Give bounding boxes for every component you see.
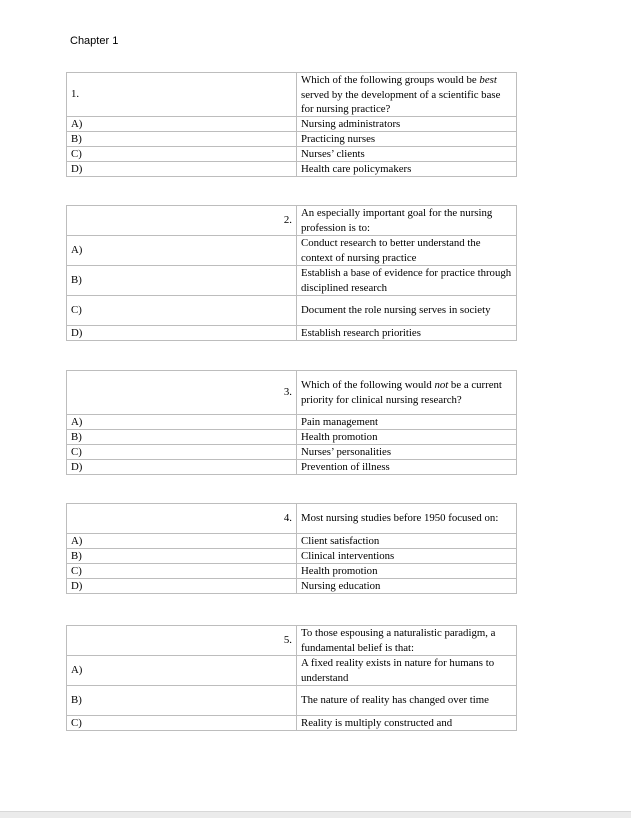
question-text: To those espousing a naturalistic paradigm, a fundamental belief is that: [301, 627, 496, 654]
option-text-cell [297, 564, 517, 579]
option-label-cell [67, 579, 297, 594]
option-text-cell [297, 415, 517, 430]
option-text-cell [297, 266, 517, 296]
question-number-cell [67, 73, 297, 117]
question-text: An especially important goal for the nursing profession is to: [301, 207, 493, 234]
question-row [67, 504, 517, 534]
chapter-heading: Chapter 1 [70, 35, 119, 47]
option-text-cell [297, 132, 517, 147]
option-label: B) [71, 550, 82, 562]
option-text: Prevention of illness [301, 461, 390, 473]
option-label: B) [71, 274, 82, 287]
question-row [67, 206, 517, 236]
question-table-3 [66, 370, 517, 475]
option-text: A fixed reality exists in nature for humans to understand [301, 657, 495, 684]
question-text-cell [297, 504, 517, 534]
option-label-cell [67, 656, 297, 686]
option-text-cell [297, 460, 517, 475]
option-row [67, 132, 517, 147]
question-table-1 [66, 72, 517, 177]
option-text-cell [297, 147, 517, 162]
question-number: 4. [283, 512, 292, 525]
option-label: B) [71, 431, 82, 443]
option-text: Establish a base of evidence for practice through disciplined research [301, 267, 512, 294]
option-label-cell [67, 430, 297, 445]
question-text-cell [297, 626, 517, 656]
option-label-cell [67, 266, 297, 296]
option-text-cell [297, 162, 517, 177]
option-row [67, 564, 517, 579]
option-row [67, 579, 517, 594]
option-label-cell [67, 162, 297, 177]
option-text-cell [297, 716, 517, 731]
option-text: Client satisfaction [301, 535, 380, 547]
option-label: A) [71, 416, 83, 428]
question-table-4 [66, 503, 517, 594]
question-number: 2. [283, 214, 292, 227]
option-label: D) [71, 580, 83, 592]
option-label: C) [71, 304, 82, 317]
option-text-cell [297, 445, 517, 460]
question-number-cell [67, 206, 297, 236]
option-label-cell [67, 716, 297, 731]
option-label-cell [67, 564, 297, 579]
option-label-cell [67, 549, 297, 564]
option-text-cell [297, 656, 517, 686]
question-number: 3. [283, 386, 292, 399]
option-row [67, 326, 517, 341]
question-text-cell [297, 73, 517, 117]
question-text-cell [297, 371, 517, 415]
option-label: B) [71, 694, 82, 707]
option-text: Clinical interventions [301, 550, 395, 562]
option-text: Practicing nurses [301, 133, 376, 145]
option-text: Nurses’ personalities [301, 446, 392, 458]
option-text-cell [297, 686, 517, 716]
question-row [67, 371, 517, 415]
option-label: A) [71, 244, 83, 257]
option-label: C) [71, 717, 82, 729]
option-row [67, 162, 517, 177]
question-table-5 [66, 625, 517, 731]
option-text: Reality is multiply constructed and [301, 717, 453, 729]
option-text: Health promotion [301, 431, 378, 443]
option-text-cell [297, 549, 517, 564]
option-text: The nature of reality has changed over time [301, 694, 489, 707]
option-text-cell [297, 579, 517, 594]
option-text: Nurses’ clients [301, 148, 365, 160]
option-text-cell [297, 236, 517, 266]
option-label: D) [71, 163, 83, 175]
question-number-cell [67, 371, 297, 415]
option-row [67, 656, 517, 686]
question-number-cell [67, 626, 297, 656]
option-label: D) [71, 461, 83, 473]
option-label-cell [67, 686, 297, 716]
option-text-cell [297, 326, 517, 341]
option-row [67, 460, 517, 475]
question-text: Most nursing studies before 1950 focused on: [301, 512, 499, 525]
option-text-cell [297, 296, 517, 326]
option-label-cell [67, 445, 297, 460]
option-text: Establish research priorities [301, 327, 421, 339]
option-text-cell [297, 117, 517, 132]
option-label-cell [67, 534, 297, 549]
option-row [67, 147, 517, 162]
option-text: Pain management [301, 416, 379, 428]
option-text: Health care policymakers [301, 163, 412, 175]
option-text-cell [297, 534, 517, 549]
option-label: D) [71, 327, 83, 339]
option-text: Conduct research to better understand the context of nursing practice [301, 237, 481, 264]
option-label: A) [71, 118, 83, 130]
option-row [67, 415, 517, 430]
option-label: C) [71, 565, 82, 577]
option-row [67, 686, 517, 716]
option-label: A) [71, 664, 83, 677]
option-row [67, 716, 517, 731]
question-row [67, 626, 517, 656]
option-row [67, 549, 517, 564]
option-label-cell [67, 117, 297, 132]
option-label-cell [67, 460, 297, 475]
option-text: Nursing administrators [301, 118, 401, 130]
option-row [67, 236, 517, 266]
option-label-cell [67, 147, 297, 162]
option-label: A) [71, 535, 83, 547]
option-label-cell [67, 236, 297, 266]
option-row [67, 430, 517, 445]
option-text-cell [297, 430, 517, 445]
option-text: Document the role nursing serves in society [301, 304, 491, 317]
question-table-2 [66, 205, 517, 341]
option-label: B) [71, 133, 82, 145]
question-text: Which of the following would not be a current priority for clinical nursing research? [301, 378, 502, 406]
option-text: Health promotion [301, 565, 378, 577]
option-label-cell [67, 296, 297, 326]
question-number: 5. [283, 634, 292, 647]
option-row [67, 266, 517, 296]
option-label-cell [67, 132, 297, 147]
option-row [67, 534, 517, 549]
question-number-cell [67, 504, 297, 534]
question-text-cell [297, 206, 517, 236]
question-row [67, 73, 517, 117]
option-label: C) [71, 148, 82, 160]
option-label: C) [71, 446, 82, 458]
question-text: Which of the following groups would be best served by the development of a scientific base for nursing practice? [301, 74, 501, 116]
option-row [67, 445, 517, 460]
question-number: 1. [71, 88, 80, 101]
option-label-cell [67, 326, 297, 341]
option-label-cell [67, 415, 297, 430]
option-row [67, 117, 517, 132]
option-text: Nursing education [301, 580, 381, 592]
option-row [67, 296, 517, 326]
